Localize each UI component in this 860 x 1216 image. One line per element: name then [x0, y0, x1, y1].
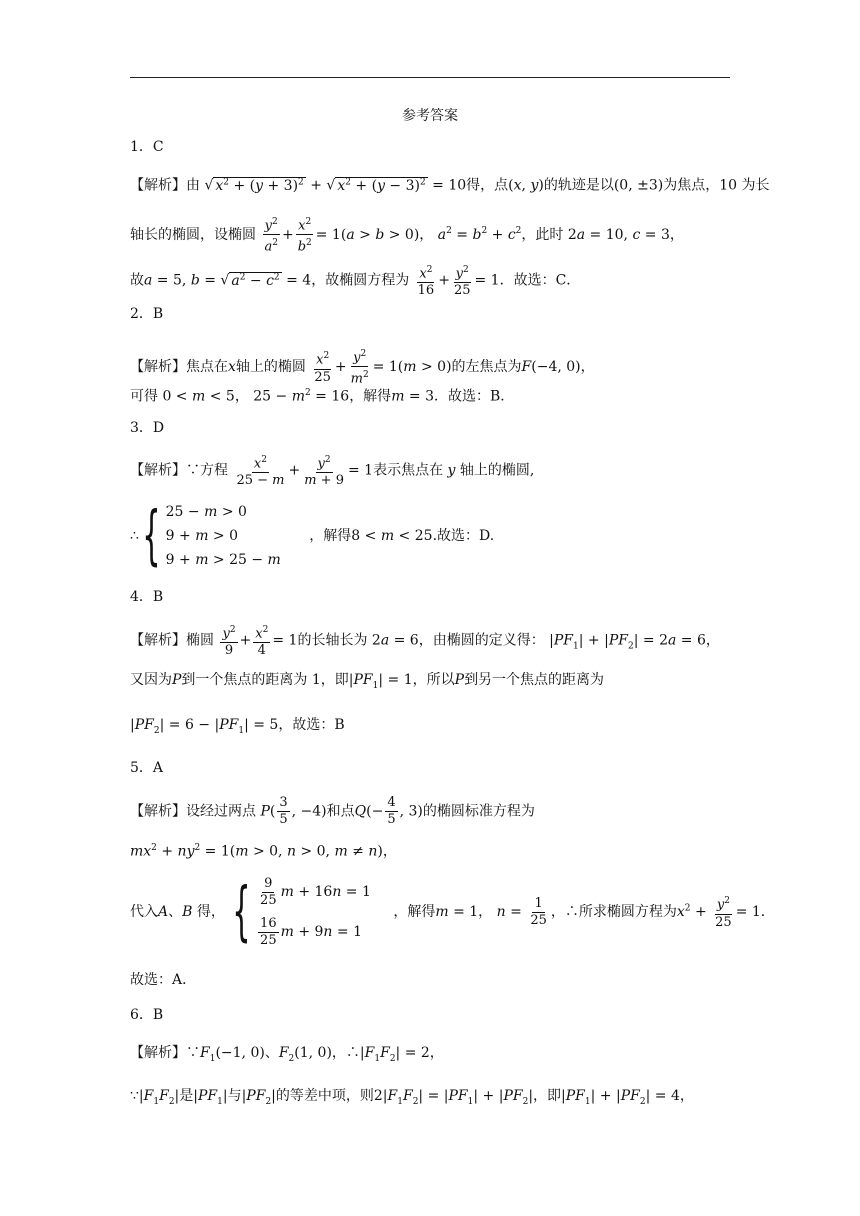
- solution-6-line-1: 【解析】$\because F_1(-1$, 0)、$F_2(1$, 0)，$\therefore|F_1F_2| = 2$，: [130, 1045, 444, 1064]
- answer-6: 6．B: [130, 1007, 164, 1023]
- solution-5-line-2: $mx^2 + ny^2 = 1(m > 0$, n > 0, m ≠ n)，: [130, 843, 397, 860]
- solution-4-line-3: $|PF_2| = 6 - |PF_1| = 5$，故选：B: [130, 717, 345, 736]
- solution-4-line-2: 又因为P到一个焦点的距离为 1，即$|PF_1| = 1$，所以P到另一个焦点的距离为: [130, 672, 605, 691]
- solution-4-line-1: 【解析】椭圆 $\frac{y^2}{9}$ + $\frac{x^2}{4}$ = 1的长轴长为 2a = 6，由椭圆的定义得： $|PF_1| + |PF_2| = 2a = 6$，: [130, 622, 720, 659]
- solution-1-line-2: 轴长的椭圆，设椭圆 $\frac{y^2}{a^2}$ + $\frac{x^2}{b^2}$ = 1(a > b > 0)， $a^2 = b^2 + c^2$，此时 2a = 10, c = 3，: [130, 214, 684, 256]
- solution-5-line-4: 故选：A．: [130, 972, 197, 988]
- header-rule: [130, 77, 730, 78]
- solution-2-line-2: 可得 0 < m < 5， $25 - m^2 = 16$，解得m = 3．故选：B．: [130, 388, 515, 405]
- answer-3: 3．D: [130, 420, 165, 436]
- solution-3-line-1: 【解析】∵方程 $\frac{x^2}{25 - m}$ + $\frac{y^2}{m + 9}$ = 1表示焦点在 y 轴上的椭圆,: [130, 452, 534, 489]
- solution-1-line-3: 故a = 5, b = √ $a^2 - c^2 = 4$，故椭圆方程为 $\frac{x^2}{16}$ + $\frac{y^2}{25}$ = 1．故选：C．: [130, 262, 580, 299]
- answer-2: 2．B: [130, 306, 164, 322]
- solution-1-line-1: 【解析】由 √ $x^2 + (y + 3)^2$ + √ $x^2 + (y - 3)^2 = 10$得，点(x, y)的轨迹是以(0, ±3)为焦点，10 为长: [130, 177, 770, 194]
- solution-3-line-2: ∴ { 25 − m > 0 9 + m > 0 9 + m > 25 − m ，解得8 < m < 25.故选：D.: [130, 499, 495, 573]
- answer-1: 1．C: [130, 139, 164, 155]
- solution-2-line-1: 【解析】焦点在x轴上的椭圆 $\frac{x^2}{25}$ + $\frac{y^2}{m^2}$ = 1(m > 0)的左焦点为F(−4, 0)，: [130, 346, 595, 388]
- page-title: 参考答案: [402, 108, 458, 124]
- solution-5-line-3: 代入A、B 得， { $\frac{9}{25}$ m + 16n = 1 $\frac{16}{25}$ m + 9n = 1 ，解得m = 1， n = $\frac{1}{25}$ ，∴所求椭圆方程为$x^2$ + $\frac{y^2}{25}$ = 1．: [130, 875, 775, 949]
- solution-5-line-1: 【解析】设经过两点 P( $\frac{3}{5}$ , −4)和点Q(− $\frac{4}{5}$ , 3)的椭圆标准方程为: [130, 795, 535, 827]
- answer-5: 5．A: [130, 760, 164, 776]
- answer-4: 4．B: [130, 589, 164, 605]
- solution-6-line-2: $\because|F_1F_2|$是$|PF_1|$与$|PF_2|$的等差中项，则$2|F_1F_2| = |PF_1| + |PF_2|$，即$|PF_1| + |PF_2| = 4$，: [130, 1088, 694, 1107]
